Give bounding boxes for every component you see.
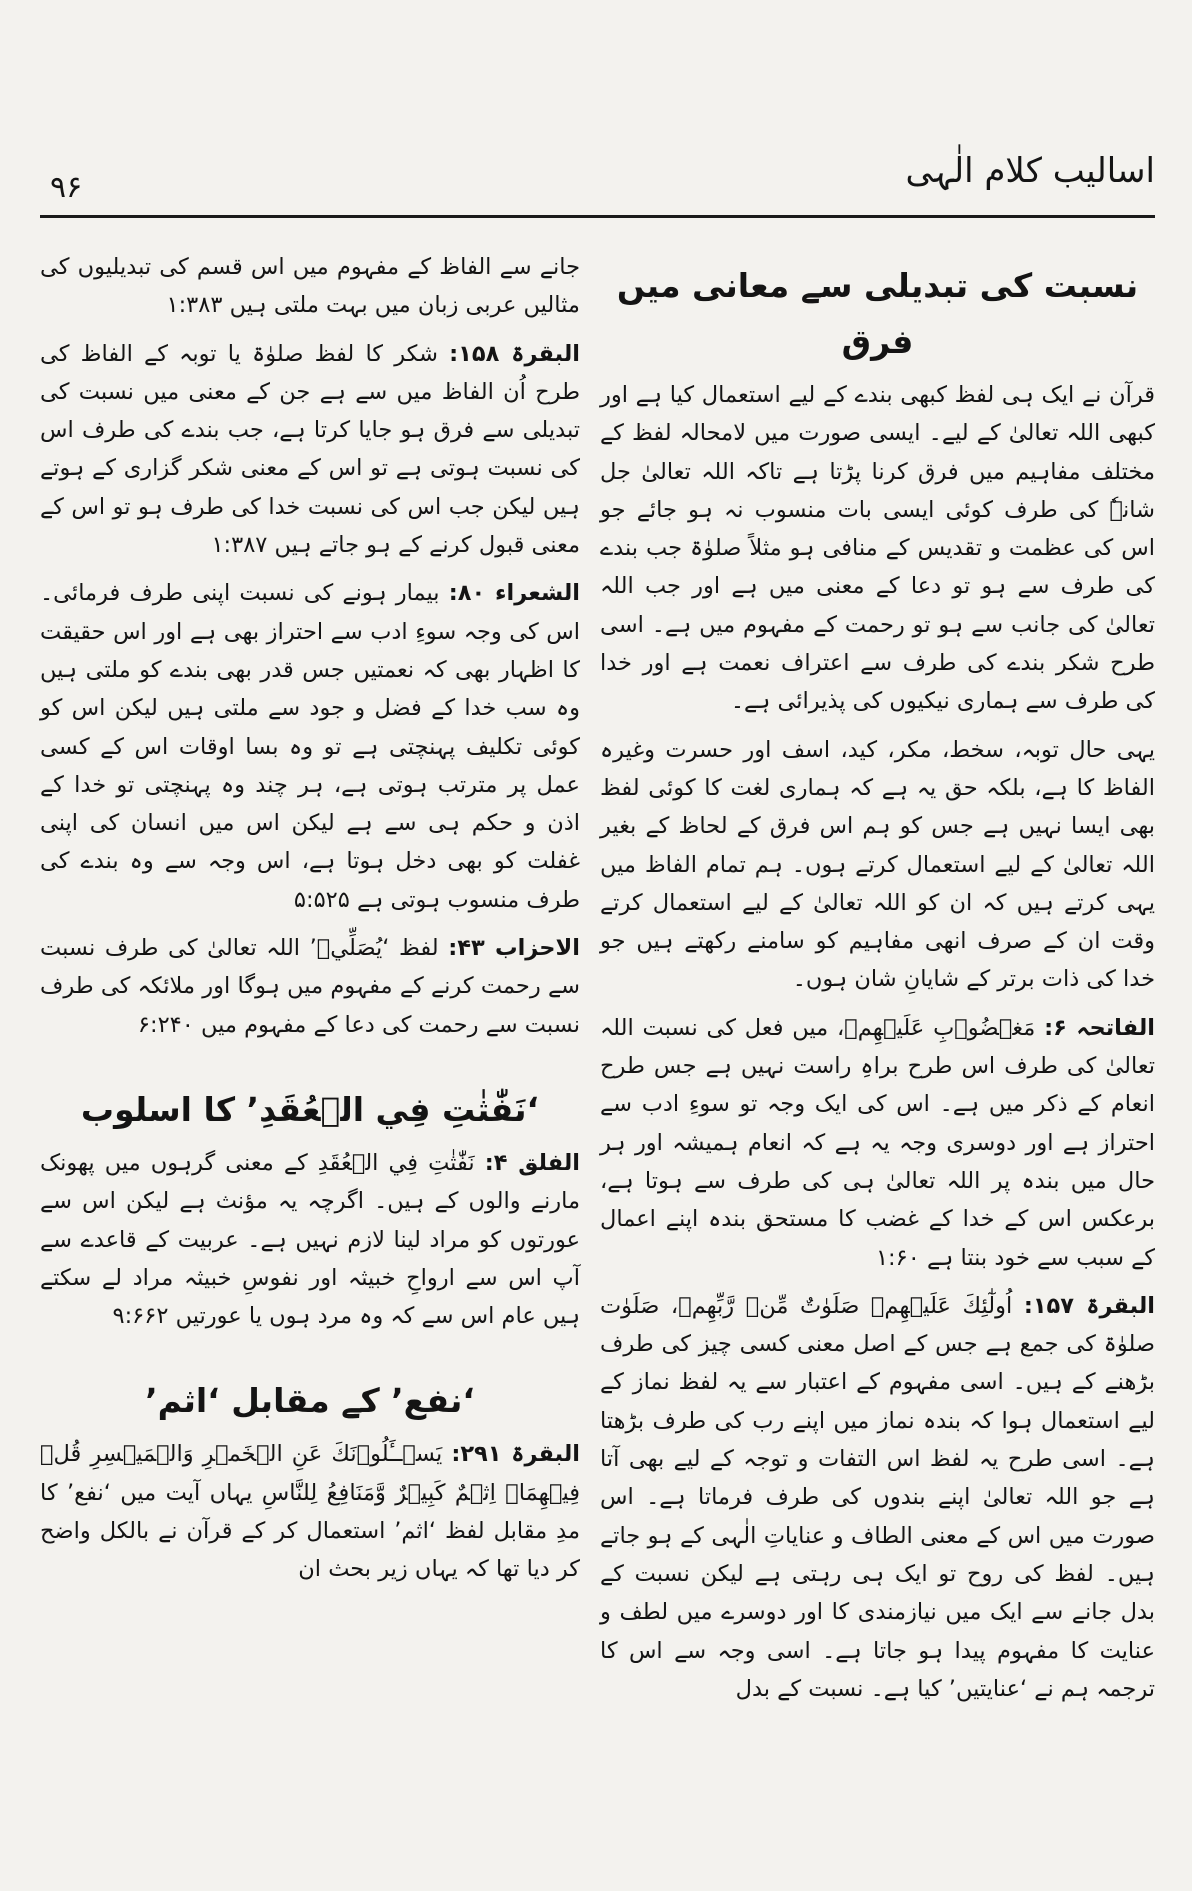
verse-reference: البقرۃ ۱۵۸:: [449, 340, 580, 367]
paragraph: [600, 1287, 1155, 1708]
paragraph: [40, 929, 580, 1044]
paragraph: [40, 574, 580, 919]
book-title: اسالیب کلام الٰہی: [905, 151, 1155, 191]
verse-reference: الفلق ۴:: [484, 1149, 581, 1176]
verse-reference: الشعراء ۸۰:: [448, 580, 580, 607]
section-heading-nisbat: نسبت کی تبدیلی سے معانی میں فرق: [616, 266, 1139, 361]
paragraph-text: نَفّٰثٰتِ فِي الۡعُقَدِ کے معنی گرہوں میں پھونک مارنے والوں کے ہیں۔ اگرچہ یہ مؤنث ہے لیکن اس سے عورتوں کو مراد لینا لازم نہیں ہے۔ عربیت کے قاعدے سے آپ اس سے ارواحِ خبیثہ اور نفوسِ خبیثہ مراد لے سکتے ہیں عام اس سے کہ وہ مرد ہوں یا عورتیں ۹:۶۶۲: [40, 1149, 580, 1330]
verse-reference: البقرۃ ۱۵۷:: [1023, 1292, 1155, 1319]
paragraph-text: بیمار ہونے کی نسبت اپنی طرف فرمائی۔ اس کی وجہ سوءِ ادب سے احتراز بھی ہے اور اس حقیقت کا اظہار بھی کہ نعمتیں جس قدر بھی بندے کو ملتی ہیں وہ سب خدا کے فضل و جود سے ملتی ہیں لیکن اس کو کوئی تکلیف پہنچتی ہے تو وہ بسا اوقات اس کے کسی عمل پر مترتب ہوتی ہے، ہر چند وہ پہنچتی تو خدا کے اذن و حکم ہی سے ہے لیکن اس میں انسان کی اپنی غفلت کو بھی دخل ہوتا ہے، اس وجہ سے وہ بندے کی طرف منسوب ہوتی ہے ۵:۵۲۵: [40, 580, 580, 913]
page-header: [40, 130, 1155, 210]
paragraph-text: شکر کا لفظ صلوٰۃ یا توبہ کے الفاظ کی طرح اُن الفاظ میں سے ہے جن کے معنی میں نسبت کی تبدیلی سے فرق ہو جایا کرتا ہے، جب بندے کی طرف اس کی نسبت ہوتی ہے تو اس کے معنی شکر گزاری کے ہوتے ہیں لیکن جب اس کی نسبت خدا کی طرف ہو تو اس کے معنی قبول کرنے کے ہو جاتے ہیں ۱:۳۸۷: [40, 340, 580, 559]
verse-reference: الفاتحہ ۶:: [1044, 1014, 1155, 1041]
verse-reference: البقرۃ ۲۹۱:: [451, 1441, 580, 1468]
paragraph-text: مَغۡضُوۡبِ عَلَيۡهِمۡ، میں فعل کی نسبت اللہ تعالیٰ کی طرف اس طرح براہِ راست نہیں ہے جس طرح انعام کے ذکر میں ہے۔ اس کی ایک وجہ تو سوءِ ادب سے احتراز ہے اور دوسری وجہ یہ ہے کہ انعام ہمیشہ اور ہر حال میں بندہ پر اللہ تعالیٰ ہی کی طرف سے ہوتا ہے، برعکس اس کے خدا کے غضب کا مستحق بندہ اپنے اعمال کے سبب سے خود بنتا ہے ۱:۶۰: [600, 1014, 1155, 1271]
header-rule: [40, 215, 1155, 218]
verse-reference: الاحزاب ۴۳:: [448, 935, 580, 962]
paragraph: قرآن نے ایک ہی لفظ کبھی بندے کے لیے استعمال کیا ہے اور کبھی اللہ تعالیٰ کے لیے۔ ایسی صورت میں لامحالہ لفظ کے مختلف مفاہیم میں فرق کرنا پڑتا ہے تاکہ اللہ تعالیٰ جل شانہٗ کی طرف کوئی ایسی بات منسوب نہ ہو جائے جو اس کی عظمت و تقدیس کے منافی ہو مثلاً صلوٰۃ جب بندے کی طرف سے ہو تو دعا کے معنی میں ہے اور جب اللہ تعالیٰ کی جانب سے ہو تو رحمت کے مفہوم میں ہے۔ اسی طرح شکر بندے کی طرف سے اعتراف نعمت ہے اور خدا کی طرف سے ہماری نیکیوں کی پذیرائی ہے۔: [600, 382, 1155, 715]
paragraph: [600, 1009, 1155, 1277]
page-number: ۹۶: [50, 170, 83, 205]
paragraph-text: يَسۡــَٔلُوۡنَكَ عَنِ الۡخَمۡرِ وَالۡمَيۡسِرِ قُلۡ فِيۡهِمَاۤ اِثۡمٌ كَبِيۡرٌ وَّمَنَافِعُ لِلنَّاسِ یہاں آیت میں ‘نفع’ کا مدِ مقابل لفظ ‘اثم’ استعمال کر کے قرآن نے بالکل واضح کر دیا تھا کہ یہاں زیر بحث ان: [40, 1441, 580, 1583]
paragraph: [40, 1435, 580, 1588]
paragraph: یہی حال توبہ، سخط، مکر، کید، اسف اور حسرت وغیرہ الفاظ کا ہے، بلکہ حق یہ ہے کہ ہماری لغت کا کوئی لفظ بھی ایسا نہیں ہے جس کو ہم اس فرق کے لحاظ کے بغیر اللہ تعالیٰ کے لیے استعمال کرتے ہوں۔ ہم تمام الفاظ میں یہی کرتے ہیں کہ ان کو اللہ تعالیٰ کے لیے استعمال کرتے وقت ان کے صرف انھی مفاہیم کو سامنے رکھتے ہیں جو خدا کی ذات برتر کے شایانِ شان ہوں۔: [600, 736, 1155, 993]
section-heading-nafa-ithm: ‘نفع’ کے مقابل ‘اثم’: [145, 1381, 475, 1421]
paragraph: [40, 335, 580, 565]
paragraph-text: لفظ ‘يُصَلِّيۡ’ اللہ تعالیٰ کی طرف نسبت سے رحمت کرنے کے مفہوم میں ہوگا اور ملائکہ کی طرف نسبت سے رحمت کی دعا کے مفہوم میں ۶:۲۴۰: [40, 935, 580, 1038]
paragraph: جانے سے الفاظ کے مفہوم میں اس قسم کی تبدیلیوں کی مثالیں عربی زبان میں بہت ملتی ہیں ۱:۳۸۳: [40, 254, 580, 319]
paragraph-text: اُولٰٓئِكَ عَلَيۡهِمۡ صَلَوٰتٌ مِّنۡ رَّبِّهِمۡ، صَلَوٰت صلوٰۃ کی جمع ہے جس کے اصل معنی کسی چیز کی طرف بڑھنے کے ہیں۔ اسی مفہوم کے اعتبار سے یہ لفظ نماز کے لیے استعمال ہوا کہ بندہ نماز میں اپنے رب کی طرف بڑھتا ہے۔ اسی طرح یہ لفظ اس التفات و توجہ کے لیے بھی آتا ہے جو اللہ تعالیٰ اپنے بندوں کی طرف فرماتا ہے۔ اس صورت میں اس کے معنی الطاف و عنایاتِ الٰہی کے ہو جاتے ہیں۔ لفظ کی روح تو ایک ہی رہتی ہے لیکن نسبت کے بدل جانے سے ایک میں نیازمندی کا اور دوسرے میں لطف و عنایت کا مفہوم پیدا ہو جاتا ہے۔ اسی وجہ سے اس کا ترجمہ ہم نے ‘عنایتیں’ کیا ہے۔ نسبت کے بدل: [600, 1292, 1155, 1702]
section-heading-naffathat: ‘نَفّٰثٰتِ فِي الۡعُقَدِ’ کا اسلوب: [80, 1089, 540, 1129]
paragraph: [40, 1144, 580, 1335]
left-column: [40, 248, 580, 1599]
right-column: [600, 258, 1155, 1718]
